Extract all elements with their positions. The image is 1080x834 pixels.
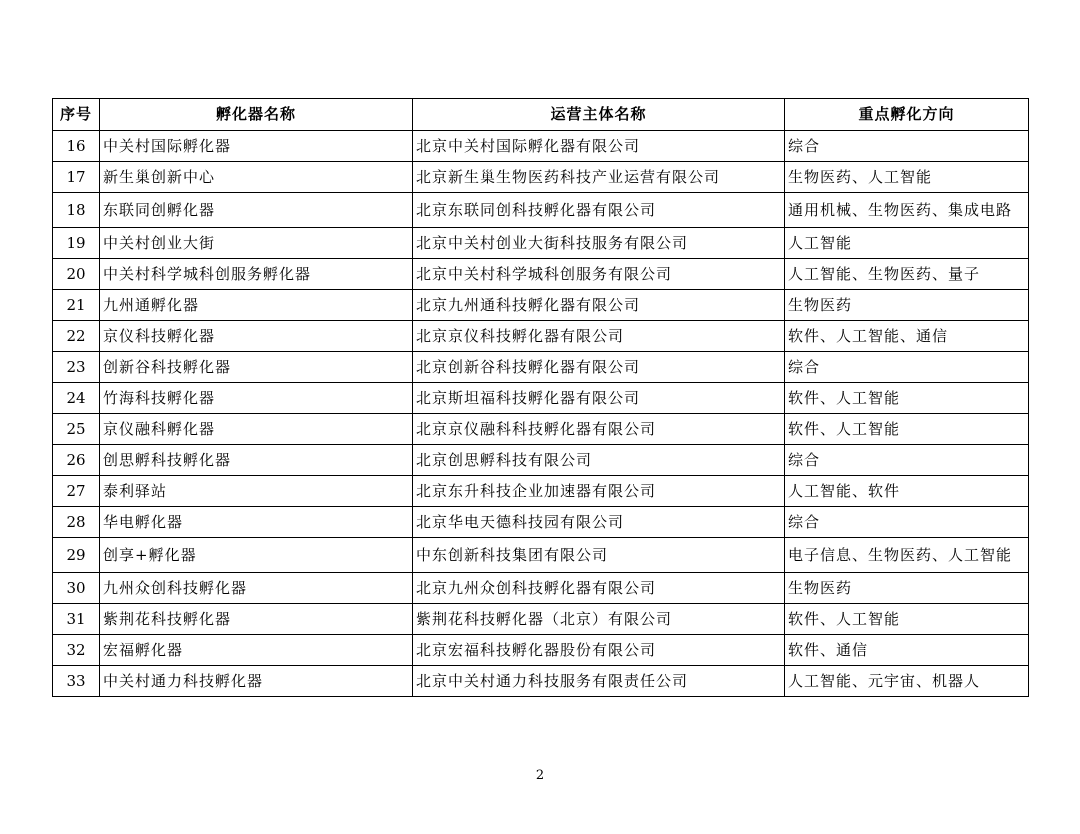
cell-incubator-name: 创新谷科技孵化器 xyxy=(100,352,413,383)
cell-serial-number: 26 xyxy=(53,445,100,476)
header-incubator-name: 孵化器名称 xyxy=(100,99,413,131)
cell-operator-name: 北京东升科技企业加速器有限公司 xyxy=(413,476,785,507)
cell-focus-direction: 软件、人工智能 xyxy=(785,604,1029,635)
cell-focus-direction: 综合 xyxy=(785,131,1029,162)
table-row xyxy=(53,604,1029,635)
incubator-table xyxy=(52,98,1029,697)
cell-operator-name: 北京创思孵科技有限公司 xyxy=(413,445,785,476)
cell-serial-number: 19 xyxy=(53,228,100,259)
cell-incubator-name: 泰利驿站 xyxy=(100,476,413,507)
table-row xyxy=(53,162,1029,193)
cell-serial-number: 17 xyxy=(53,162,100,193)
table-row xyxy=(53,573,1029,604)
cell-incubator-name: 华电孵化器 xyxy=(100,507,413,538)
cell-focus-direction: 人工智能、元宇宙、机器人 xyxy=(785,666,1029,697)
cell-serial-number: 24 xyxy=(53,383,100,414)
cell-operator-name: 北京京仪融科科技孵化器有限公司 xyxy=(413,414,785,445)
cell-focus-direction: 软件、通信 xyxy=(785,635,1029,666)
table-row xyxy=(53,259,1029,290)
cell-incubator-name: 京仪科技孵化器 xyxy=(100,321,413,352)
cell-focus-direction: 通用机械、生物医药、集成电路 xyxy=(785,193,1029,228)
cell-focus-direction: 电子信息、生物医药、人工智能 xyxy=(785,538,1029,573)
table-row xyxy=(53,507,1029,538)
cell-operator-name: 中东创新科技集团有限公司 xyxy=(413,538,785,573)
table-header-row xyxy=(53,99,1029,131)
cell-operator-name: 北京创新谷科技孵化器有限公司 xyxy=(413,352,785,383)
cell-serial-number: 32 xyxy=(53,635,100,666)
cell-incubator-name: 新生巢创新中心 xyxy=(100,162,413,193)
cell-serial-number: 20 xyxy=(53,259,100,290)
header-operator-name: 运营主体名称 xyxy=(413,99,785,131)
table-row xyxy=(53,445,1029,476)
cell-operator-name: 北京中关村国际孵化器有限公司 xyxy=(413,131,785,162)
cell-serial-number: 25 xyxy=(53,414,100,445)
cell-operator-name: 北京九州众创科技孵化器有限公司 xyxy=(413,573,785,604)
cell-serial-number: 23 xyxy=(53,352,100,383)
cell-focus-direction: 综合 xyxy=(785,445,1029,476)
cell-focus-direction: 生物医药、人工智能 xyxy=(785,162,1029,193)
cell-serial-number: 31 xyxy=(53,604,100,635)
cell-focus-direction: 生物医药 xyxy=(785,290,1029,321)
cell-focus-direction: 软件、人工智能 xyxy=(785,383,1029,414)
cell-incubator-name: 京仪融科孵化器 xyxy=(100,414,413,445)
cell-serial-number: 29 xyxy=(53,538,100,573)
cell-operator-name: 北京九州通科技孵化器有限公司 xyxy=(413,290,785,321)
cell-operator-name: 北京中关村创业大街科技服务有限公司 xyxy=(413,228,785,259)
cell-operator-name: 紫荆花科技孵化器（北京）有限公司 xyxy=(413,604,785,635)
cell-focus-direction: 生物医药 xyxy=(785,573,1029,604)
cell-serial-number: 16 xyxy=(53,131,100,162)
cell-operator-name: 北京斯坦福科技孵化器有限公司 xyxy=(413,383,785,414)
table-row xyxy=(53,635,1029,666)
cell-operator-name: 北京新生巢生物医药科技产业运营有限公司 xyxy=(413,162,785,193)
table-row xyxy=(53,228,1029,259)
table-row xyxy=(53,414,1029,445)
cell-serial-number: 33 xyxy=(53,666,100,697)
cell-serial-number: 28 xyxy=(53,507,100,538)
cell-serial-number: 30 xyxy=(53,573,100,604)
cell-focus-direction: 人工智能、软件 xyxy=(785,476,1029,507)
table-row xyxy=(53,352,1029,383)
cell-incubator-name: 创享+孵化器 xyxy=(100,538,413,573)
table-row xyxy=(53,321,1029,352)
cell-focus-direction: 综合 xyxy=(785,507,1029,538)
cell-incubator-name: 中关村国际孵化器 xyxy=(100,131,413,162)
cell-incubator-name: 中关村科学城科创服务孵化器 xyxy=(100,259,413,290)
cell-operator-name: 北京京仪科技孵化器有限公司 xyxy=(413,321,785,352)
table-row xyxy=(53,476,1029,507)
header-serial-number: 序号 xyxy=(53,99,100,131)
cell-serial-number: 22 xyxy=(53,321,100,352)
cell-incubator-name: 中关村通力科技孵化器 xyxy=(100,666,413,697)
table-row xyxy=(53,538,1029,573)
cell-operator-name: 北京宏福科技孵化器股份有限公司 xyxy=(413,635,785,666)
header-focus-direction: 重点孵化方向 xyxy=(785,99,1029,131)
cell-serial-number: 21 xyxy=(53,290,100,321)
cell-focus-direction: 软件、人工智能 xyxy=(785,414,1029,445)
cell-serial-number: 27 xyxy=(53,476,100,507)
cell-incubator-name: 东联同创孵化器 xyxy=(100,193,413,228)
cell-focus-direction: 综合 xyxy=(785,352,1029,383)
cell-focus-direction: 软件、人工智能、通信 xyxy=(785,321,1029,352)
cell-incubator-name: 九州众创科技孵化器 xyxy=(100,573,413,604)
cell-operator-name: 北京中关村通力科技服务有限责任公司 xyxy=(413,666,785,697)
table-row xyxy=(53,290,1029,321)
cell-incubator-name: 竹海科技孵化器 xyxy=(100,383,413,414)
table-row xyxy=(53,666,1029,697)
cell-incubator-name: 九州通孵化器 xyxy=(100,290,413,321)
cell-focus-direction: 人工智能 xyxy=(785,228,1029,259)
table-row xyxy=(53,193,1029,228)
cell-incubator-name: 中关村创业大街 xyxy=(100,228,413,259)
cell-operator-name: 北京中关村科学城科创服务有限公司 xyxy=(413,259,785,290)
cell-focus-direction: 人工智能、生物医药、量子 xyxy=(785,259,1029,290)
cell-serial-number: 18 xyxy=(53,193,100,228)
page-number: 2 xyxy=(535,768,545,783)
table-row xyxy=(53,131,1029,162)
cell-operator-name: 北京华电天德科技园有限公司 xyxy=(413,507,785,538)
cell-operator-name: 北京东联同创科技孵化器有限公司 xyxy=(413,193,785,228)
table-row xyxy=(53,383,1029,414)
cell-incubator-name: 紫荆花科技孵化器 xyxy=(100,604,413,635)
cell-incubator-name: 宏福孵化器 xyxy=(100,635,413,666)
cell-incubator-name: 创思孵科技孵化器 xyxy=(100,445,413,476)
